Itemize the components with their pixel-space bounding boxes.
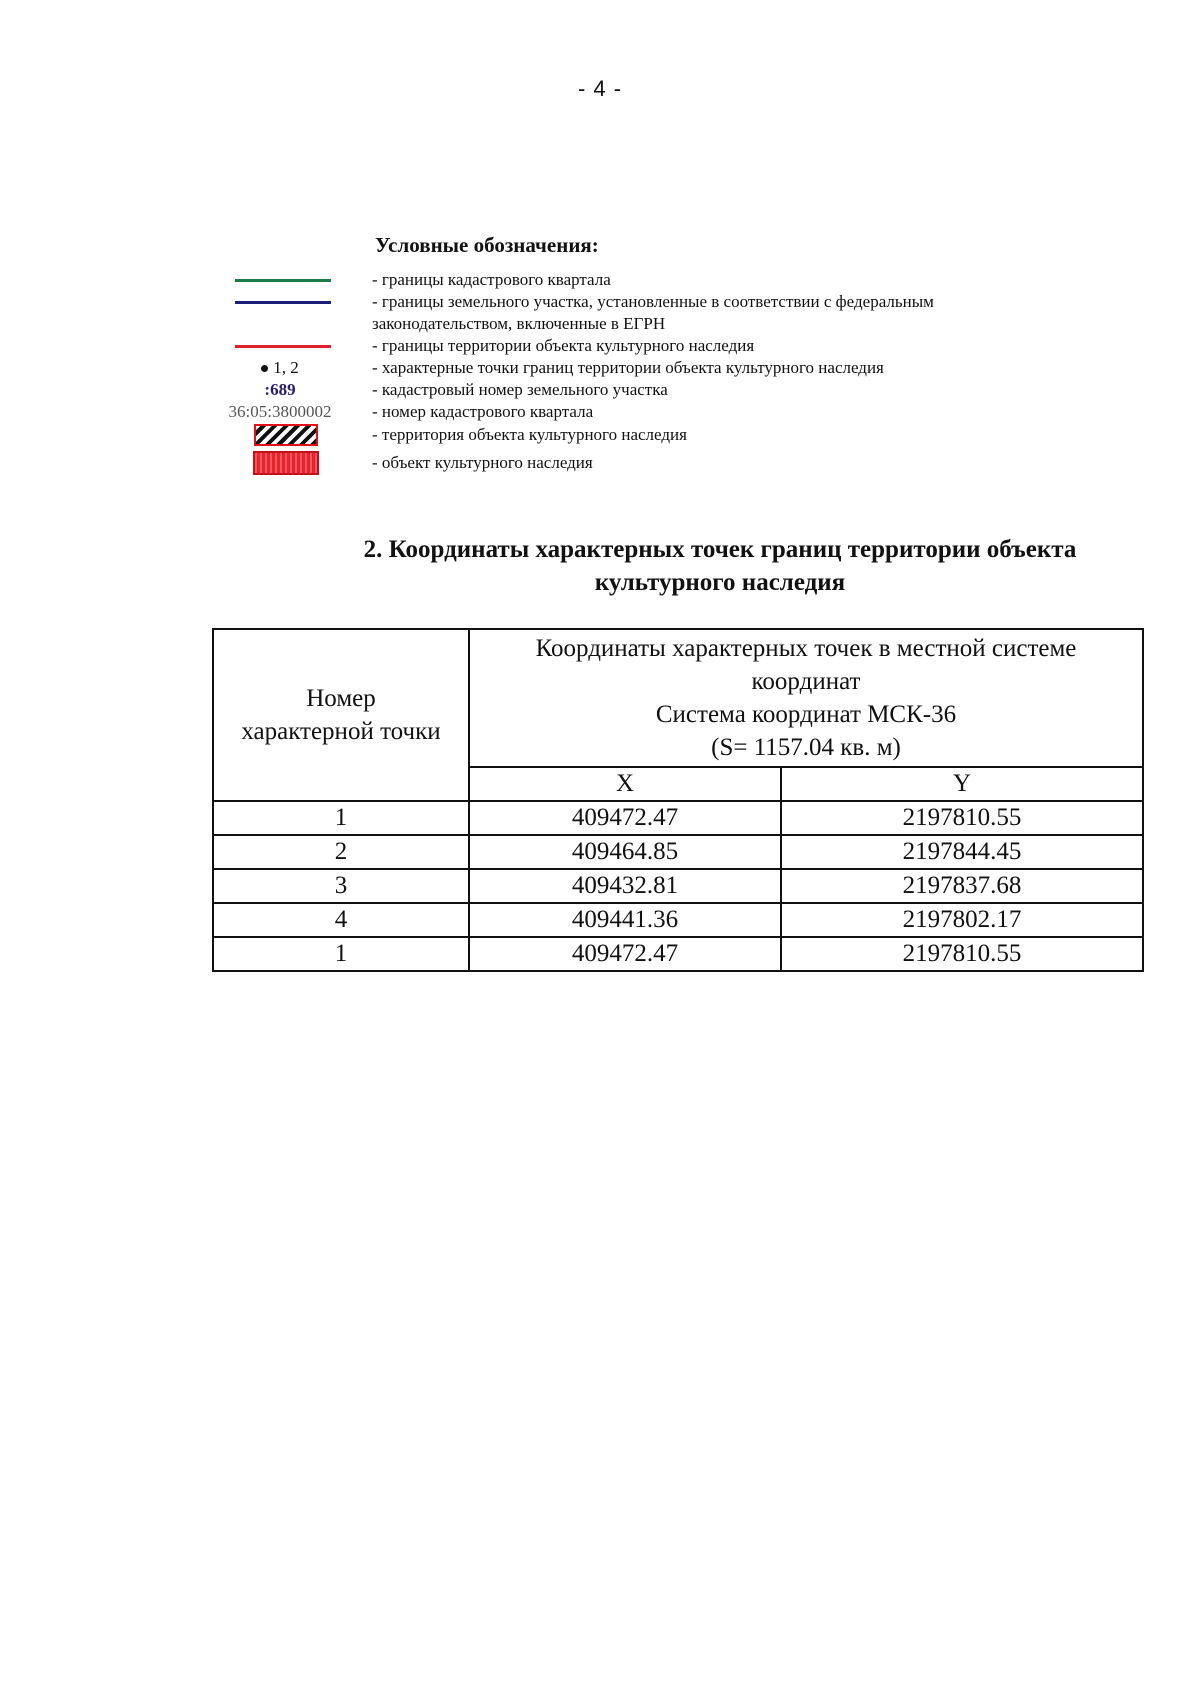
green-line-icon xyxy=(235,279,331,282)
point-number-cell: 2 xyxy=(213,835,469,869)
x-coordinate-cell: 409432.81 xyxy=(469,869,781,903)
coords-header-line: (S= 1157.04 кв. м) xyxy=(711,734,901,761)
points-symbol xyxy=(210,357,350,379)
heritage-object-symbol xyxy=(210,452,350,474)
legend-item-text: - границы территории объекта культурного наследия xyxy=(372,336,755,355)
green-line-symbol xyxy=(210,269,350,291)
table-row xyxy=(213,903,1143,937)
point-dot-icon xyxy=(261,365,268,372)
y-coordinate-cell: 2197844.45 xyxy=(781,835,1143,869)
blue-line-symbol xyxy=(210,291,350,313)
legend-item-text: - границы кадастрового квартала xyxy=(372,270,611,289)
blue-line-icon xyxy=(235,301,331,304)
x-coordinate-cell: 409472.47 xyxy=(469,801,781,835)
legend-item-text: - характерные точки границ территории объекта культурного наследия xyxy=(372,358,884,377)
y-column-header: Y xyxy=(781,767,1143,801)
legend-item-text: - границы земельного участка, установленные в соответствии с федеральным законодательством, включенные в ЕГРН xyxy=(372,292,934,333)
section-heading-line: 2. Координаты характерных точек границ территории объекта xyxy=(363,536,1077,563)
legend-item-text: - территория объекта культурного наследия xyxy=(372,425,687,444)
x-coordinate-cell: 409441.36 xyxy=(469,903,781,937)
quarter-number-label: 36:05:3800002 xyxy=(228,402,332,421)
table-row xyxy=(213,937,1143,971)
legend-item-quarter-number xyxy=(210,401,1110,423)
point-number-cell: 1 xyxy=(213,801,469,835)
legend-item-cadastral-quarter-boundary xyxy=(210,269,1110,291)
point-header-line: Номер xyxy=(306,685,376,712)
coords-header-line: координат xyxy=(751,668,861,695)
x-column-header: X xyxy=(469,767,781,801)
point-number-cell: 1 xyxy=(213,937,469,971)
table-row xyxy=(213,869,1143,903)
legend-item-text: - кадастровый номер земельного участка xyxy=(372,380,668,399)
y-coordinate-cell: 2197810.55 xyxy=(781,801,1143,835)
x-coordinate-cell: 409472.47 xyxy=(469,937,781,971)
hatched-territory-symbol xyxy=(210,424,350,446)
legend-title: Условные обозначения: xyxy=(375,233,599,257)
red-line-symbol xyxy=(210,335,350,357)
table-row xyxy=(213,835,1143,869)
point-number-cell: 4 xyxy=(213,903,469,937)
table-row xyxy=(213,801,1143,835)
page-number: - 4 - xyxy=(577,76,623,101)
legend-item-heritage-territory xyxy=(210,424,1110,446)
legend-item-characteristic-points xyxy=(210,357,1110,379)
heritage-object-icon xyxy=(253,451,319,475)
point-header-line: характерной точки xyxy=(241,718,441,745)
quarter-number-symbol xyxy=(210,401,350,423)
coords-header-line: Система координат МСК-36 xyxy=(655,701,957,728)
points-label: 1, 2 xyxy=(273,358,299,377)
section-heading xyxy=(290,533,1150,599)
hatched-territory-icon xyxy=(254,424,318,446)
y-coordinate-cell: 2197802.17 xyxy=(781,903,1143,937)
coords-header-line: Координаты характерных точек в местной системе xyxy=(535,635,1077,662)
x-coordinate-cell: 409464.85 xyxy=(469,835,781,869)
section-heading-line: культурного наследия xyxy=(594,569,846,596)
legend-item-heritage-object xyxy=(210,452,1110,474)
y-coordinate-cell: 2197837.68 xyxy=(781,869,1143,903)
point-number-header xyxy=(213,629,469,801)
legend-item-land-plot-boundary xyxy=(210,291,1110,335)
legend-item-heritage-territory-boundary xyxy=(210,335,1110,357)
legend-item-text: - объект культурного наследия xyxy=(372,453,593,472)
legend-item-cadastral-number xyxy=(210,379,1110,401)
cadastral-number-symbol xyxy=(210,379,350,401)
legend-item-text: - номер кадастрового квартала xyxy=(372,402,594,421)
cadastral-number-label: :689 xyxy=(264,380,296,399)
coordinates-table xyxy=(212,628,1144,972)
point-number-cell: 3 xyxy=(213,869,469,903)
y-coordinate-cell: 2197810.55 xyxy=(781,937,1143,971)
red-line-icon xyxy=(235,345,331,348)
coordinates-header xyxy=(469,629,1143,767)
